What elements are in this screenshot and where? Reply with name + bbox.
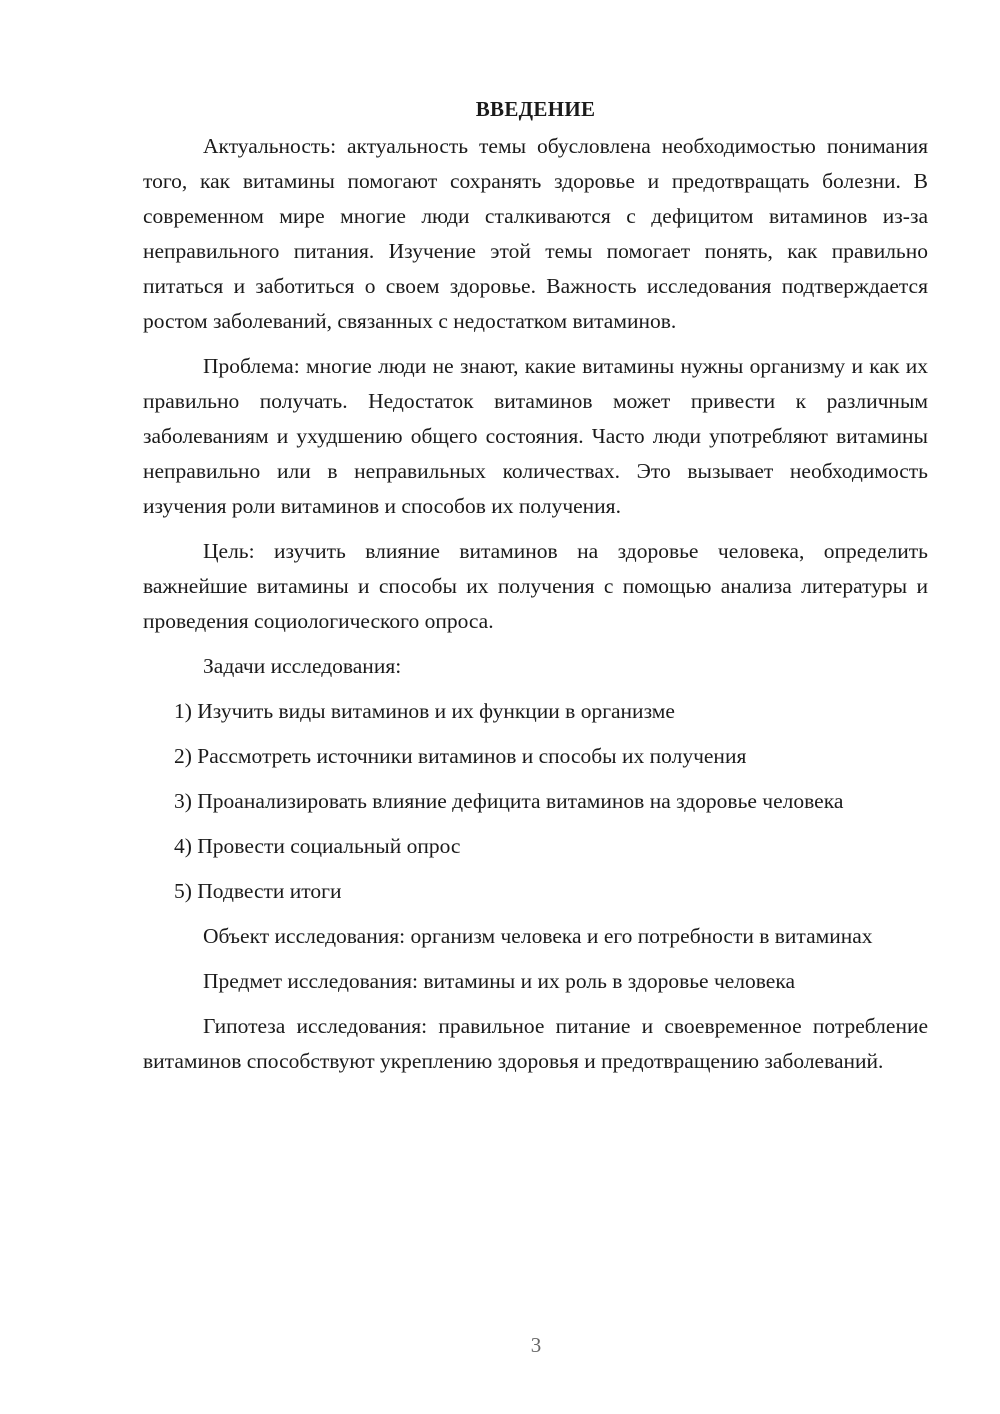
task-item: 3) Проанализировать влияние дефицита витаминов на здоровье человека — [174, 789, 844, 813]
task-item: 2) Рассмотреть источники витаминов и способы их получения — [174, 744, 747, 768]
document-page — [143, 92, 928, 1079]
hypothesis-paragraph: Гипотеза исследования: правильное питание и своевременное потребление витаминов способствуют укреплению здоровья и предотвращению заболеваний. — [143, 1014, 928, 1073]
relevance-paragraph: Актуальность: актуальность темы обусловлена необходимостью понимания того, как витамины помогают сохранять здоровье и предотвращать болезни. В современном мире многие люди сталкиваются с дефицитом витаминов из-за неправильного питания. Изучение этой темы помогает понять, как правильно питаться и заботиться о своем здоровье. Важность исследования подтверждается ростом заболеваний, связанных с недостатком витаминов. — [143, 134, 928, 333]
problem-paragraph: Проблема: многие люди не знают, какие витамины нужны организму и как их правильно получать. Недостаток витаминов может привести к различным заболеваниям и ухудшению общего состояния. Часто люди употребляют витамины неправильно или в неправильных количествах. Это вызывает необходимость изучения роли витаминов и способов их получения. — [143, 354, 928, 518]
tasks-title: Задачи исследования: — [203, 654, 402, 678]
page-number: 3 — [530, 1333, 542, 1357]
subject-paragraph: Предмет исследования: витамины и их роль в здоровье человека — [203, 969, 796, 993]
task-item: 4) Провести социальный опрос — [174, 834, 461, 858]
section-heading: ВВЕДЕНИЕ — [475, 97, 596, 121]
task-item: 5) Подвести итоги — [174, 879, 342, 903]
task-item: 1) Изучить виды витаминов и их функции в организме — [174, 699, 675, 723]
object-paragraph: Объект исследования: организм человека и его потребности в витаминах — [203, 924, 873, 948]
goal-paragraph: Цель: изучить влияние витаминов на здоровье человека, определить важнейшие витамины и способы их получения с помощью анализа литературы и проведения социологического опроса. — [143, 539, 928, 633]
